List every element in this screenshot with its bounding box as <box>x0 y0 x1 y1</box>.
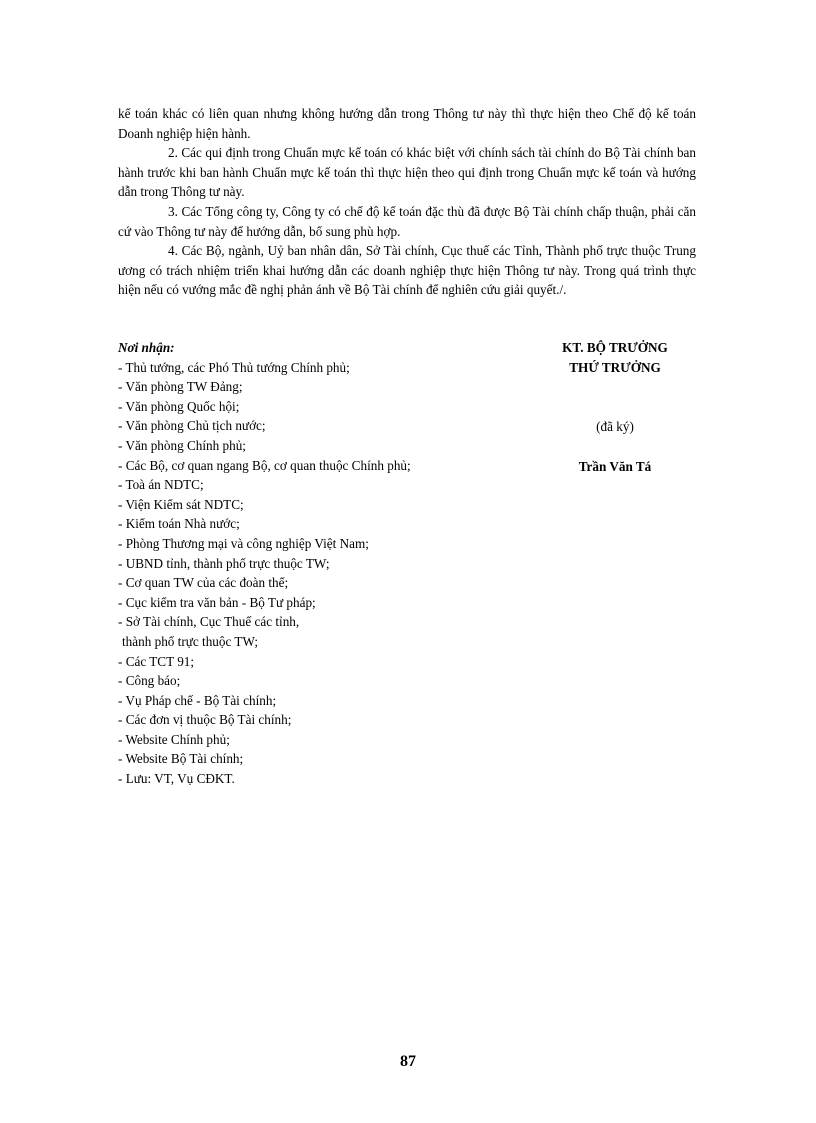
recipient-item: - Cục kiểm tra văn bản - Bộ Tư pháp; <box>118 594 316 610</box>
recipients-heading: Nơi nhận: <box>118 340 175 355</box>
paragraph-3: 3. Các Tổng công ty, Công ty có chế độ kế toán đặc thù đã được Bộ Tài chính chấp thuận, phải căn cứ vào Thông tư này để hướng dẫn, bổ sung phù hợp. <box>118 203 696 239</box>
recipient-item: - Thủ tướng, các Phó Thủ tướng Chính phủ; <box>118 359 350 375</box>
recipient-item: - Văn phòng Chủ tịch nước; <box>118 418 266 434</box>
recipient-item: - Cơ quan TW của các đoàn thể; <box>118 575 289 591</box>
signature-title-2: THỨ TRƯỞNG <box>569 359 661 375</box>
signed-note: (đã ký) <box>596 419 634 435</box>
signature-title-1: KT. BỘ TRƯỞNG <box>562 340 668 355</box>
recipient-item: - Các Bộ, cơ quan ngang Bộ, cơ quan thuộc Chính phủ; <box>118 457 411 473</box>
paragraph-4: 4. Các Bộ, ngành, Uỷ ban nhân dân, Sở Tài chính, Cục thuế các Tỉnh, Thành phố trực thuộc Trung ương có trách nhiệm triển khai hướng dẫn các doanh nghiệp thực hiện Thông tư này. Trong quá trình thực hiện nếu có vướng mắc đề nghị phản ánh về Bộ Tài chính để nghiên cứu giải quyết./. <box>118 243 696 298</box>
paragraph-2: 2. Các qui định trong Chuẩn mực kế toán có khác biệt với chính sách tài chính do Bộ Tài chính ban hành trước khi ban hành Chuẩn mực kế toán thì thực hiện theo qui định trong Chuẩn mực kế toán và hướng dẫn trong Thông tư này. <box>118 145 696 200</box>
recipient-item: - Vụ Pháp chế - Bộ Tài chính; <box>118 692 277 708</box>
recipient-item: - Website Chính phủ; <box>118 731 230 747</box>
recipients-block <box>118 338 478 789</box>
recipient-item: - Công báo; <box>118 673 181 689</box>
recipient-item: - Văn phòng Quốc hội; <box>118 398 240 414</box>
recipient-item: - UBND tỉnh, thành phố trực thuộc TW; <box>118 555 330 571</box>
page-number: 87 <box>400 1053 416 1070</box>
recipient-item: - Viện Kiểm sát NDTC; <box>118 496 244 512</box>
recipient-list <box>118 358 478 789</box>
recipient-item: thành phố trực thuộc TW; <box>122 633 259 649</box>
signature-block <box>530 338 700 476</box>
recipient-item: - Các đơn vị thuộc Bộ Tài chính; <box>118 712 292 728</box>
paragraph-1: kế toán khác có liên quan nhưng không hướng dẫn trong Thông tư này thì thực hiện theo Chế độ kế toán Doanh nghiệp hiện hành. <box>118 106 696 141</box>
recipient-item: - Lưu: VT, Vụ CĐKT. <box>118 771 235 787</box>
recipient-item: - Kiểm toán Nhà nước; <box>118 516 240 532</box>
signer-name: Trần Văn Tá <box>578 458 652 474</box>
recipient-item: - Phòng Thương mại và công nghiệp Việt Nam; <box>118 535 369 551</box>
recipient-item: - Văn phòng Chính phủ; <box>118 437 246 453</box>
recipient-item: - Văn phòng TW Đảng; <box>118 379 243 395</box>
recipient-item: - Toà án NDTC; <box>118 477 204 493</box>
recipient-item: - Các TCT 91; <box>118 653 195 669</box>
body-text <box>118 104 696 300</box>
recipient-item: - Sở Tài chính, Cục Thuế các tỉnh, <box>118 614 300 630</box>
recipient-item: - Website Bộ Tài chính; <box>118 751 244 767</box>
